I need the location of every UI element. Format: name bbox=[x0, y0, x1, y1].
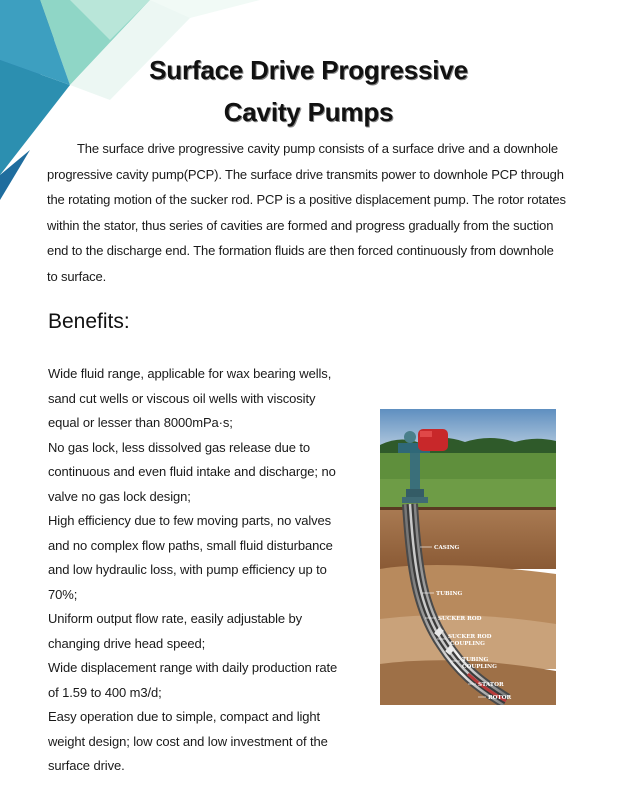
label-sucker-rod-coupling-1: SUCKER ROD bbox=[448, 634, 492, 640]
label-tubing-coupling-1: TUBING bbox=[462, 657, 489, 663]
title-line-2: Cavity Pumps bbox=[223, 97, 394, 128]
label-rotor: ROTOR bbox=[488, 695, 512, 701]
benefits-list bbox=[48, 362, 348, 779]
label-sucker-rod-coupling-2: COUPLING bbox=[450, 641, 485, 647]
list-item: Wide fluid range, applicable for wax bearing wells, sand cut wells or viscous oil wells with viscosity equal or lesser than 8000mPa·s; bbox=[48, 366, 332, 430]
label-tubing-coupling-2: COUPLING bbox=[462, 664, 497, 670]
list-item: Uniform output flow rate, easily adjustable by changing drive head speed; bbox=[48, 611, 303, 651]
page-title bbox=[0, 49, 617, 133]
label-sucker-rod: SUCKER ROD bbox=[438, 616, 482, 622]
list-item: No gas lock, less dissolved gas release due to continuous and even fluid intake and discharge; no valve no gas lock design; bbox=[48, 439, 336, 504]
label-tubing: TUBING bbox=[436, 591, 463, 597]
list-item: Easy operation due to simple, compact and light weight design; low cost and low investment of the surface drive. bbox=[48, 709, 328, 773]
label-stator: STATOR bbox=[478, 682, 504, 688]
title-line-1: Surface Drive Progressive bbox=[149, 55, 468, 86]
benefits-heading: Benefits: bbox=[48, 310, 130, 333]
list-item: Wide displacement range with daily production rate of 1.59 to 400 m3/d; bbox=[48, 660, 338, 700]
intro-paragraph: The surface drive progressive cavity pump consists of a surface drive and a downhole progressive cavity pump(PCP). The surface drive transmits power to downhole PCP through the rotating motion of the sucker rod. PCP is a positive displacement pump. The rotor rotates within the stator, thus series of cavities are formed and progress gradually from the suction end to the discharge end. The formation fluids are then forced continuously from downhole to surface. bbox=[47, 141, 566, 284]
list-item: High efficiency due to few moving parts, no valves and no complex flow paths, small fluid disturbance and low hydraulic loss, with pump efficiency up to 70%; bbox=[48, 513, 333, 602]
pump-well-diagram bbox=[380, 409, 556, 705]
label-casing: CASING bbox=[434, 545, 460, 551]
